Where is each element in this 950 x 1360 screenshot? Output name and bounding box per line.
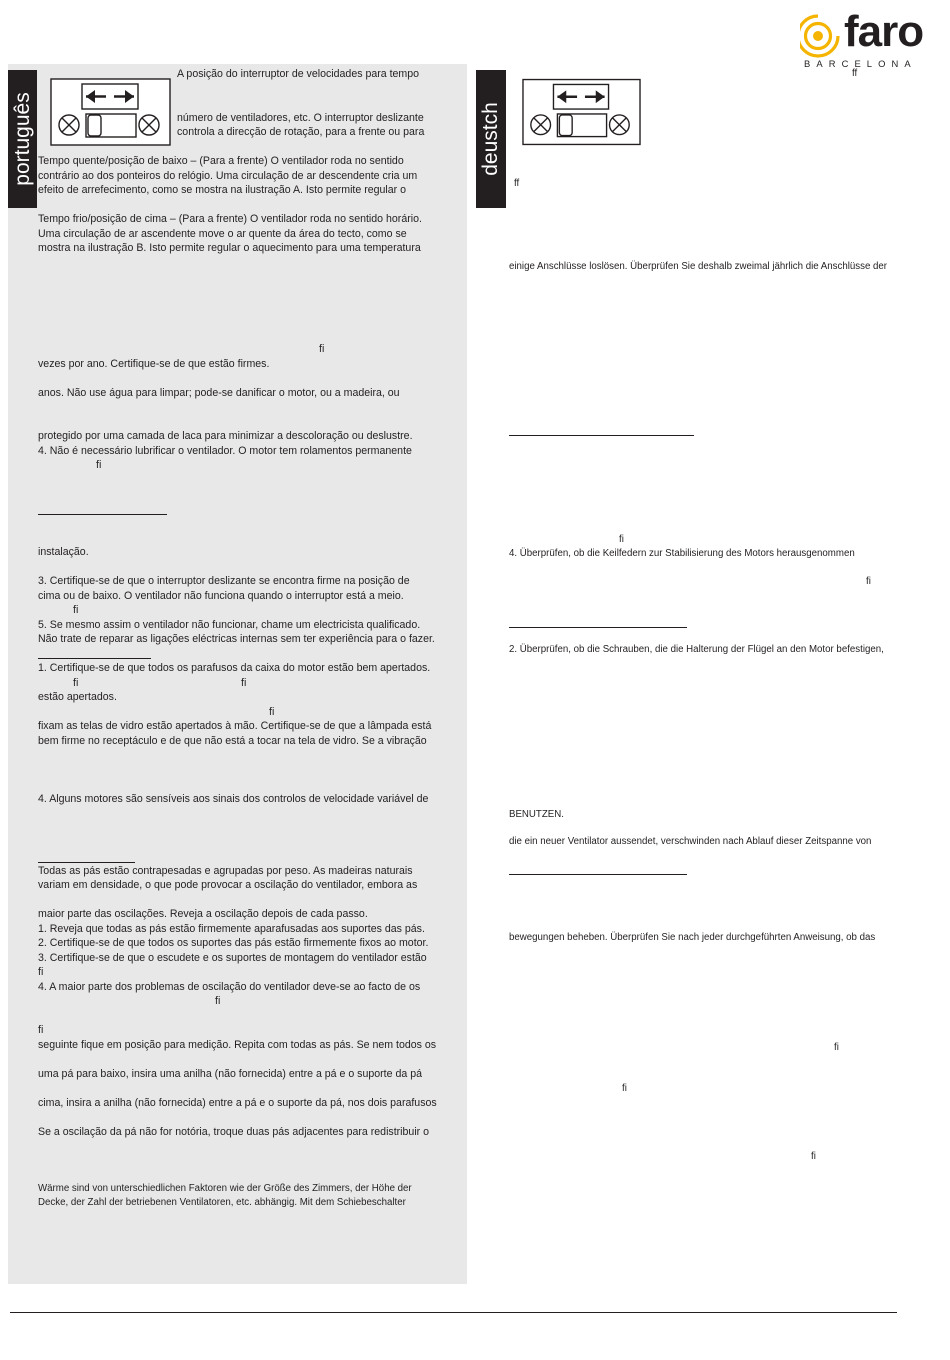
pt-line: fi <box>319 343 325 355</box>
pt-line: Se a oscilação da pá não for notória, troque duas pás adjacentes para redistribuir o <box>38 1126 430 1138</box>
pt-line: fi <box>96 459 102 471</box>
pt-line: 4. Não é necessário lubrificar o ventilador. O motor tem rolamentos permanente <box>38 445 412 457</box>
pt-line: fi <box>215 995 221 1007</box>
pt-line: Todas as pás estão contrapesadas e agrupadas por peso. As madeiras naturais <box>38 865 413 877</box>
brand-tagline: BARCELONA <box>804 58 917 69</box>
language-tab-portuguese <box>8 70 37 208</box>
section-divider <box>38 862 135 863</box>
pt-line: Tempo quente/posição de baixo – (Para a frente) O ventilador roda no sentido <box>38 155 404 167</box>
pt-line: fi <box>73 677 79 689</box>
pt-line: Decke, der Zahl der betriebenen Ventilatoren, etc. abhängig. Mit dem Schiebeschalter <box>38 1197 406 1208</box>
pt-line: uma pá para baixo, insira uma anilha (não fornecida) entre a pá e o suporte da pá <box>38 1068 422 1080</box>
section-divider <box>509 874 687 875</box>
pt-line: vezes por ano. Certifique-se de que estão firmes. <box>38 358 270 370</box>
pt-line: 5. Se mesmo assim o ventilador não funcionar, chame um electricista qualificado. <box>38 619 421 631</box>
language-tab-german <box>476 70 506 208</box>
pt-line: cima, insira a anilha (não fornecida) entre a pá e o suporte da pá, nos dois parafusos <box>38 1097 437 1109</box>
faro-logo <box>800 7 940 72</box>
pt-line: Wärme sind von unterschiedlichen Faktoren wie der Größe des Zimmers, der Höhe der <box>38 1183 412 1194</box>
pt-line: 2. Certifique-se de que todos os suportes das pás estão firmemente fixos ao motor. <box>38 937 429 949</box>
de-line: fi <box>622 1083 627 1094</box>
pt-line: fi <box>38 966 44 978</box>
sun-logo-icon <box>800 12 844 60</box>
pt-line: fi <box>73 604 79 616</box>
pt-line: estão apertados. <box>38 691 117 703</box>
screw-left-icon <box>531 115 551 135</box>
de-line: ff <box>514 178 520 189</box>
pt-line: fi <box>38 1024 44 1036</box>
screw-right-icon <box>139 115 159 135</box>
language-tab-label: deustch <box>479 102 502 176</box>
de-line: fi <box>619 534 624 545</box>
pt-line: 3. Certifique-se de que o escudete e os suportes de montagem do ventilador estão <box>38 952 427 964</box>
screw-left-icon <box>59 115 79 135</box>
pt-line: seguinte fique em posição para medição. Repita com todas as pás. Se nem todos os <box>38 1039 437 1051</box>
pt-line: 4. A maior parte dos problemas de oscilação do ventilador deve-se ao facto de os <box>38 981 421 993</box>
de-line: 4. Überprüfen, ob die Keilfedern zur Stabilisierung des Motors herausgenommen <box>509 548 855 559</box>
pt-line: anos. Não use água para limpar; pode-se danificar o motor, ou a madeira, ou <box>38 387 400 399</box>
slide-switch-diagram <box>50 78 171 146</box>
pt-line: fixam as telas de vidro estão apertados à mão. Certifique-se de que a lâmpada está <box>38 720 432 732</box>
pt-line: fi <box>241 677 247 689</box>
de-line: die ein neuer Ventilator aussendet, verschwinden nach Ablauf dieser Zeitspanne von <box>509 836 872 847</box>
pt-line: 1. Reveja que todas as pás estão firmemente aparafusadas aos suportes das pás. <box>38 923 425 935</box>
section-divider <box>509 435 694 436</box>
pt-line: maior parte das oscilações. Reveja a oscilação depois de cada passo. <box>38 908 368 920</box>
de-line: einige Anschlüsse loslösen. Überprüfen Sie deshalb zweimal jährlich die Anschlüsse der <box>509 261 888 272</box>
slide-switch-diagram <box>522 78 641 146</box>
de-line: fi <box>834 1042 839 1053</box>
language-tab-label: português <box>10 92 34 186</box>
screw-right-icon <box>610 115 630 135</box>
pt-line: Uma circulação de ar ascendente move o ar quente da área do tecto, como se <box>38 228 407 240</box>
pt-line: cima ou de baixo. O ventilador não funciona quando o interruptor está a meio. <box>38 590 404 602</box>
brand-name: faro <box>844 7 924 56</box>
pt-line: A posição do interruptor de velocidades para tempo <box>177 68 420 80</box>
pt-line: fi <box>269 706 275 718</box>
de-line: bewegungen beheben. Überprüfen Sie nach jeder durchgeführten Anweisung, ob das <box>509 932 876 943</box>
pt-line: Tempo frio/posição de cima – (Para a frente) O ventilador roda no sentido horário. <box>38 213 422 225</box>
pt-line: efeito de arrefecimento, como se mostra na ilustração A. Isto permite regular o <box>38 184 407 196</box>
pt-line: variam em densidade, o que pode provocar a oscilação do ventilador, embora as <box>38 879 418 891</box>
pt-line: contrário ao dos ponteiros do relógio. Uma circulação de ar descendente cria um <box>38 170 418 182</box>
pt-line: 4. Alguns motores são sensíveis aos sinais dos controlos de velocidade variável de <box>38 793 429 805</box>
section-divider <box>509 627 687 628</box>
de-line: BENUTZEN. <box>509 809 564 820</box>
de-line: fi <box>866 576 871 587</box>
pt-line: instalação. <box>38 546 89 558</box>
de-line: ff <box>852 68 858 79</box>
pt-line: bem firme no receptáculo e de que não está a tocar na tela de vidro. Se a vibração <box>38 735 427 747</box>
pt-line: Não trate de reparar as ligações eléctricas internas sem ter experiência para o fazer. <box>38 633 435 645</box>
pt-line: 3. Certifique-se de que o interruptor deslizante se encontra firme na posição de <box>38 575 410 587</box>
pt-line: controla a direcção de rotação, para a frente ou para <box>177 126 425 138</box>
de-line: 2. Überprüfen, ob die Schrauben, die die Halterung der Flügel an den Motor befestigen, <box>509 644 884 655</box>
pt-line: protegido por uma camada de laca para minimizar a descoloração ou deslustre. <box>38 430 413 442</box>
section-divider <box>38 658 151 659</box>
pt-line: número de ventiladores, etc. O interruptor deslizante <box>177 112 424 124</box>
section-divider <box>38 514 167 515</box>
de-line: fi <box>811 1151 816 1162</box>
pt-line: 1. Certifique-se de que todos os parafusos da caixa do motor estão bem apertados. <box>38 662 431 674</box>
pt-line: mostra na ilustração B. Isto permite regular o aquecimento para uma temperatura <box>38 242 421 254</box>
footer-divider <box>10 1312 897 1313</box>
